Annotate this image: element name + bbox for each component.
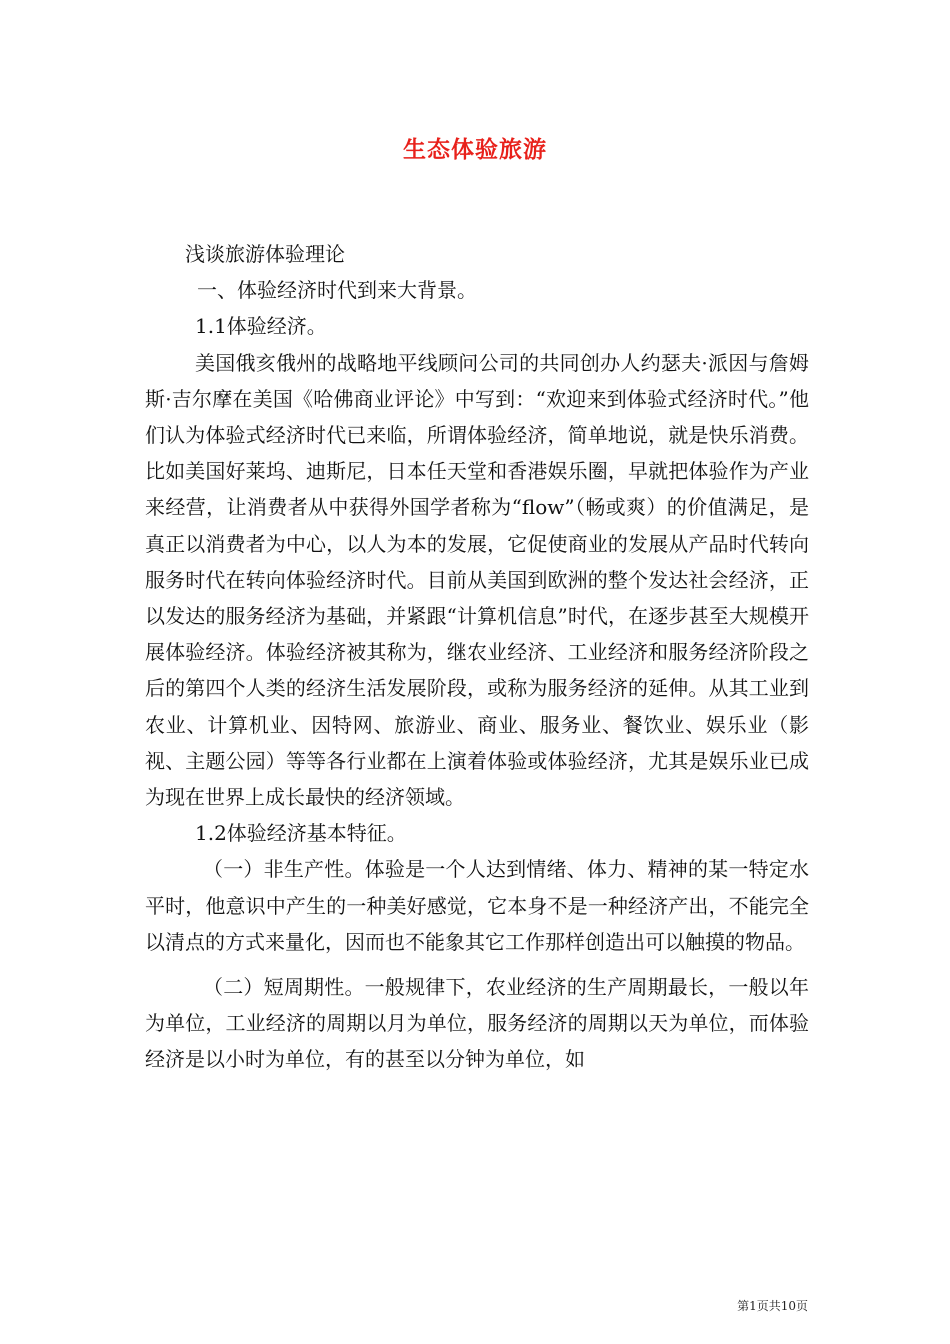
body-paragraph: 美国俄亥俄州的战略地平线顾问公司的共同创办人约瑟夫·派因与詹姆斯·吉尔摩在美国《哈佛商业评论》中写到：“欢迎来到体验式经济时代。”他们认为体验式经济时代已来临，所谓体验经济，简单地说，就是快乐消费。比如美国好莱坞、迪斯尼，日本任天堂和香港娱乐圈，早就把体验作为产业来经营，让消费者从中获得外国学者称为“flow”（畅或爽）的价值满足，是真正以消费者为中心，以人为本的发展，它促使商业的发展从产品时代转向服务时代在转向体验经济时代。目前从美国到欧洲的整个发达社会经济，正以发达的服务经济为基础，并紧跟“计算机信息”时代，在逐步甚至大规模开展体验经济。体验经济被其称为，继农业经济、工业经济和服务经济阶段之后的第四个人类的经济生活发展阶段，或称为服务经济的延伸。从其工业到农业、计算机业、因特网、旅游业、商业、服务业、餐饮业、娱乐业（影视、主题公园）等等各行业都在上演着体验或体验经济，尤其是娱乐业已成为现在世界上成长最快的经济领域。: [145, 350, 809, 810]
document-body: [145, 236, 809, 1078]
document-title: 生态体验旅游: [403, 136, 547, 163]
subsection-heading: 1.1体验经济。: [195, 314, 327, 339]
body-paragraph: （一）非生产性。体验是一个人达到情绪、体力、精神的某一特定水平时，他意识中产生的一种美好感觉，它本身不是一种经济产出，不能完全以清点的方式来量化，因而也不能象其它工作那样创造出可以触摸的物品。: [145, 857, 809, 954]
paragraph-heading: 浅谈旅游体验理论: [185, 242, 345, 266]
section-heading: 一、体验经济时代到来大背景。: [197, 278, 477, 303]
subsection-heading: 1.2体验经济基本特征。: [195, 821, 407, 846]
page-number: 第1页共10页: [737, 1299, 808, 1313]
body-paragraph: （二）短周期性。一般规律下，农业经济的生产周期最长，一般以年为单位，工业经济的周期以月为单位，服务经济的周期以天为单位，而体验经济是以小时为单位，有的甚至以分钟为单位，如: [145, 975, 809, 1072]
